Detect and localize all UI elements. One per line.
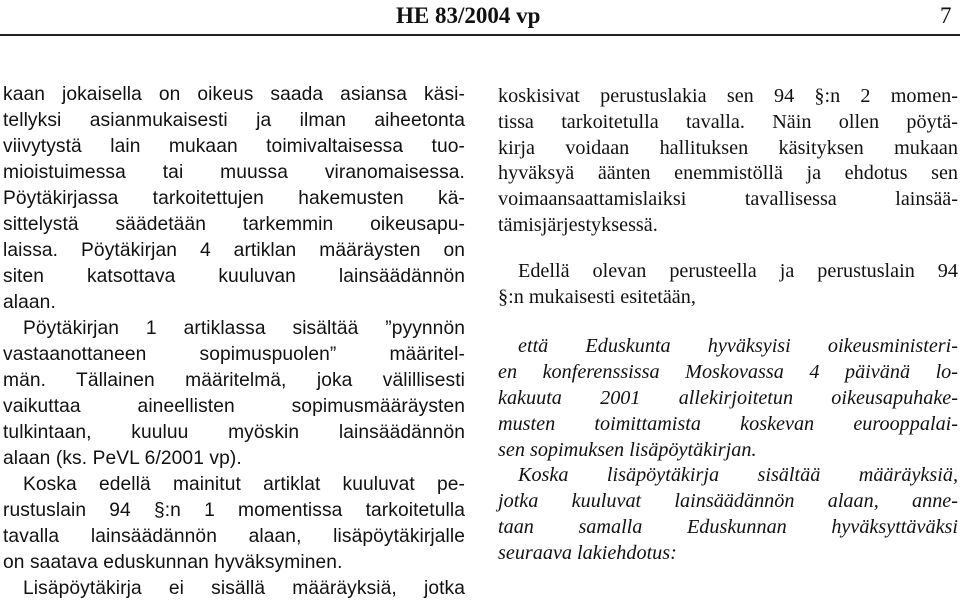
resolution-line: taan samalla Eduskunnan hyväksyttäväksi bbox=[498, 515, 958, 538]
body-line: tulkintaan, kuuluu myöskin lainsäädännön bbox=[3, 422, 465, 443]
body-line: tissa tarkoitetulla tavalla. Näin ollen pöytä- bbox=[498, 110, 958, 133]
page-number: 7 bbox=[940, 3, 952, 28]
body-line: kirja voidaan hallituksen käsityksen mukaan bbox=[498, 136, 958, 159]
body-line: Pöytäkirjan 1 artiklassa sisältää ”pyynnön bbox=[23, 318, 465, 339]
body-line: laissa. Pöytäkirjan 4 artiklan määräysten on bbox=[3, 240, 465, 261]
body-line: rustuslain 94 §:n 1 momentissa tarkoitetulla bbox=[3, 500, 465, 521]
body-line: tämisjärjestyksessä. bbox=[498, 213, 658, 236]
body-line: Pöytäkirjassa tarkoitettujen hakemusten kä- bbox=[3, 188, 465, 209]
body-line: Edellä olevan perusteella ja perustuslain 94 bbox=[518, 259, 958, 282]
body-line: §:n mukaisesti esitetään, bbox=[498, 285, 696, 308]
page-header bbox=[0, 0, 960, 36]
body-line: viivytystä lain mukaan toimivaltaisessa tuo- bbox=[3, 136, 465, 157]
body-line: koskisivat perustuslakia sen 94 §:n 2 momen- bbox=[498, 85, 958, 107]
body-line: sittelystä säädetään tarkemmin oikeusapu- bbox=[3, 214, 465, 235]
body-line: on saatava eduskunnan hyväksyminen. bbox=[3, 552, 343, 573]
resolution-line: kakuuta 2001 allekirjoitetun oikeusapuhake- bbox=[498, 386, 958, 409]
resolution-line: jotka kuuluvat lainsäädännön alaan, anne- bbox=[498, 490, 958, 513]
body-line: Koska edellä mainitut artiklat kuuluvat pe- bbox=[23, 474, 465, 495]
body-line: voimaansaattamislaiksi tavallisessa lainsää- bbox=[498, 188, 958, 211]
paragraph-gap bbox=[498, 239, 958, 259]
body-line: alaan (ks. PeVL 6/2001 vp). bbox=[3, 448, 242, 469]
left-column bbox=[3, 82, 465, 602]
body-line: siten katsottava kuuluvan lainsäädännön bbox=[3, 266, 465, 287]
body-line: tellyksi asianmukaisesti ja ilman aiheetonta bbox=[3, 110, 465, 131]
body-line: vastaanottaneen sopimuspuolen” määritel- bbox=[3, 344, 465, 365]
header-rule bbox=[0, 34, 960, 36]
resolution-line: musten toimittamista koskevan eurooppalai- bbox=[498, 412, 958, 435]
body-line: vaikuttaa aineellisten sopimusmääräysten bbox=[3, 396, 465, 417]
paragraph-gap bbox=[498, 310, 958, 334]
body-line: kaan jokaisella on oikeus saada asiansa käsi- bbox=[3, 84, 465, 105]
body-line: mioistuimessa tai muussa viranomaisessa. bbox=[3, 162, 465, 183]
resolution-line: en konferenssissa Moskovassa 4 päivänä lo- bbox=[498, 361, 958, 384]
body-line: män. Tällainen määritelmä, joka välillisesti bbox=[3, 370, 465, 391]
right-column bbox=[498, 84, 958, 567]
body-line: hyväksyä äänten enemmistöllä ja ehdotus sen bbox=[498, 162, 958, 185]
resolution-line: sen sopimuksen lisäpöytäkirjan. bbox=[498, 438, 757, 461]
resolution-line: seuraava lakiehdotus: bbox=[498, 541, 677, 564]
body-line: Lisäpöytäkirja ei sisällä määräyksiä, jotka bbox=[23, 578, 465, 599]
body-line: tavalla lainsäädännön alaan, lisäpöytäkirjalle bbox=[3, 526, 465, 547]
body-line: alaan. bbox=[3, 292, 56, 313]
resolution-line: että Eduskunta hyväksyisi oikeusministeri- bbox=[518, 335, 958, 358]
document-id: HE 83/2004 vp bbox=[396, 3, 541, 28]
resolution-line: Koska lisäpöytäkirja sisältää määräyksiä, bbox=[518, 464, 958, 487]
